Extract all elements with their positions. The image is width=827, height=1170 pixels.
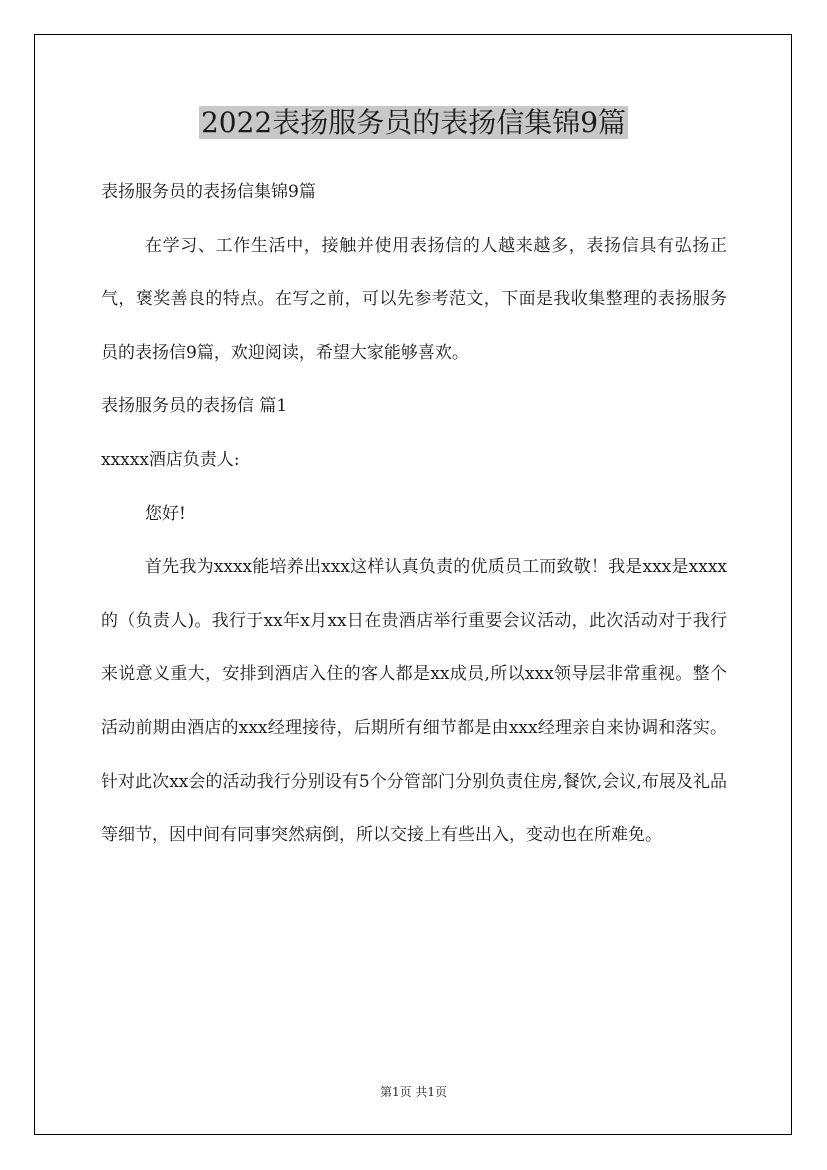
section-heading: 表扬服务员的表扬信 篇1 [101,396,288,417]
letter-greeting: 您好! [145,503,186,524]
page-footer: 第1页 共1页 [379,1085,448,1099]
document-title-text: 2022表扬服务员的表扬信集锦9篇 [200,106,627,139]
intro-paragraph: 在学习、工作生活中，接触并使用表扬信的人越来越多，表扬信具有弘扬正气，褒奖善良的特点。在写之前，可以先参考范文，下面是我收集整理的表扬服务员的表扬信9篇，欢迎阅读，希望大家能够喜欢。 [101,235,727,363]
document-body [101,166,727,863]
letter-body-paragraph: 首先我为xxxx能培养出xxx这样认真负责的优质员工而致敬！我是xxx是xxxx的（负责人)。我行于xx年x月xx日在贵酒店举行重要会议活动，此次活动对于我行来说意义重大，安排到酒店入住的客人都是xx成员,所以xxx领导层非常重视。整个活动前期由酒店的xxx经理接待，后期所有细节都是由xxx经理亲自来协调和落实。针对此次xx会的活动我行分别设有5个分管部门分别负责住房,餐饮,会议,布展及礼品等细节，因中间有同事突然病倒，所以交接上有些出入，变动也在所难免。 [101,557,727,846]
letter-salutation: xxxxx酒店负责人: [101,449,240,470]
document-title [0,99,827,147]
subtitle-paragraph: 表扬服务员的表扬信集锦9篇 [101,182,316,202]
